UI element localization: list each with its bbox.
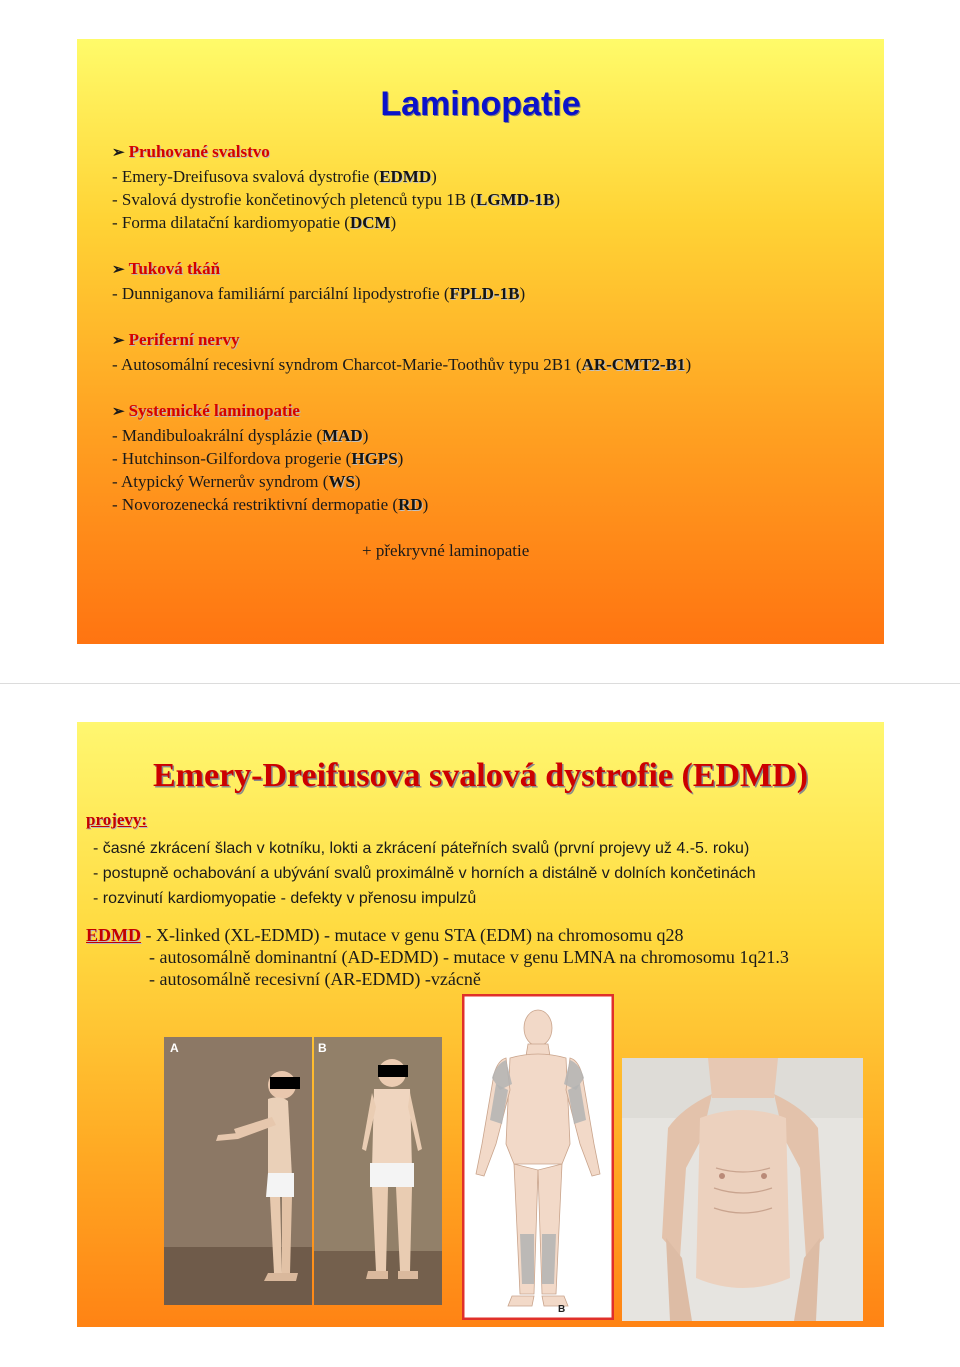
list-item: - autosomálně recesivní (AR-EDMD) -vzácně — [149, 969, 481, 989]
overlap-note: + překryvné laminopatie — [362, 541, 530, 560]
projevy-heading: projevy: — [86, 810, 148, 829]
adult-torso-figure — [622, 1058, 863, 1321]
list-item: - Hutchinson-Gilfordova progerie (HGPS) — [112, 449, 404, 468]
arrow-bullet-icon: ➢ — [112, 145, 125, 161]
section-heading: ➢ Tuková tkáň — [112, 259, 221, 278]
patient-photo-b — [314, 1037, 442, 1305]
slide-laminopatie — [77, 39, 884, 644]
list-item: - Autosomální recesivní syndrom Charcot-Marie-Toothův typu 2B1 (AR-CMT2-B1) — [112, 355, 692, 374]
list-item: - Svalová dystrofie končetinových pletenců typu 1B (LGMD-1B) — [112, 190, 561, 209]
section-heading: ➢ Periferní nervy — [112, 330, 240, 349]
list-item: - rozvinutí kardiomyopatie - defekty v přenosu impulzů — [93, 890, 477, 907]
muscle-distribution-diagram — [462, 994, 614, 1320]
eye-bar — [378, 1065, 408, 1077]
arrow-bullet-icon: ➢ — [112, 404, 125, 420]
list-item: - Forma dilatační kardiomyopatie (DCM) — [112, 213, 397, 232]
list-item: - Atypický Wernerův syndrom (WS) — [112, 472, 361, 491]
arrow-bullet-icon: ➢ — [112, 333, 125, 349]
list-item: - postupně ochabování a ubývání svalů proximálně v horních a distálně v dolních končetinách — [93, 865, 756, 882]
list-item: - Emery-Dreifusova svalová dystrofie (EDMD) — [112, 167, 437, 186]
arrow-bullet-icon: ➢ — [112, 262, 125, 278]
boy-front-figure — [314, 1037, 442, 1305]
page-divider — [0, 683, 960, 684]
boy-side-figure — [164, 1037, 312, 1305]
body-diagram — [462, 994, 614, 1320]
patient-photo-c — [622, 1058, 863, 1321]
diagram-label-b: B — [558, 1304, 566, 1315]
patient-photo-a — [164, 1037, 312, 1305]
laminopatie-list — [112, 140, 691, 562]
list-item: - autosomálně dominantní (AD-EDMD) - mutace v genu LMNA na chromosomu 1q21.3 — [149, 947, 789, 967]
list-item: - časné zkrácení šlach v kotníku, lokti a zkrácení páteřních svalů (první projevy už 4.-5. roku) — [93, 840, 750, 857]
slide-title: Emery-Dreifusova svalová dystrofie (EDMD) — [152, 757, 809, 794]
list-item: - Novorozenecká restriktivní dermopatie (RD) — [112, 495, 429, 514]
edmd-label: EDMD — [86, 925, 141, 945]
photo-label-b: B — [318, 1041, 327, 1055]
projevy-list — [93, 836, 756, 911]
list-item: - Mandibuloakrální dysplázie (MAD) — [112, 426, 369, 445]
slide-edmd — [77, 722, 884, 1327]
list-item: - Dunniganova familiární parciální lipodystrofie (FPLD-1B) — [112, 284, 526, 303]
slide-title: Laminopatie — [380, 85, 581, 123]
edmd-inheritance — [86, 924, 789, 990]
section-heading: ➢ Pruhované svalstvo — [112, 142, 270, 161]
photo-label-a: A — [170, 1041, 179, 1055]
section-heading: ➢ Systemické laminopatie — [112, 401, 300, 420]
eye-bar — [270, 1077, 300, 1089]
list-item: EDMD - X-linked (XL-EDMD) - mutace v genu STA (EDM) na chromosomu q28 — [86, 925, 684, 945]
